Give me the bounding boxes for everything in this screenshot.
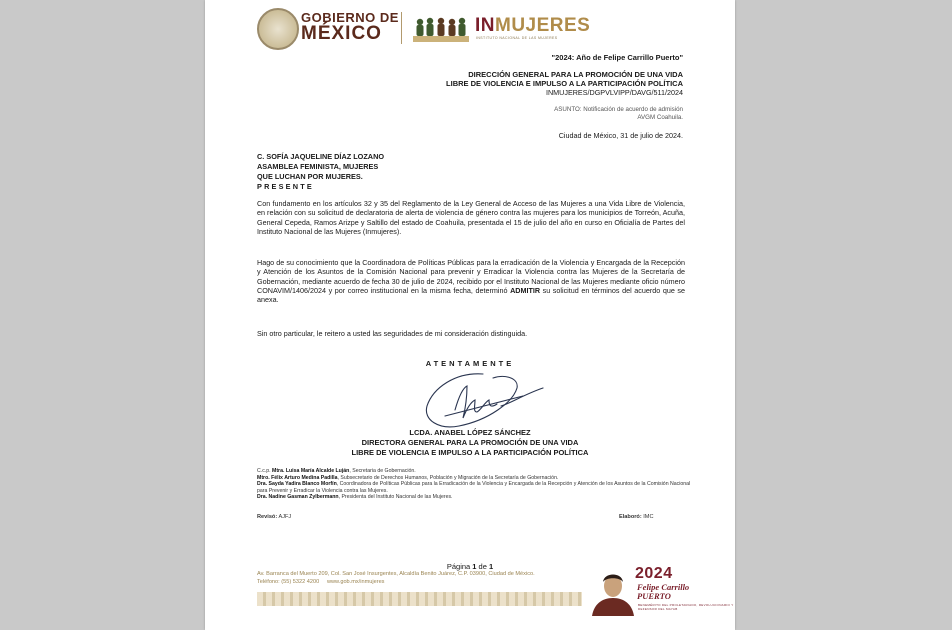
signer-name: LCDA. ANABEL LÓPEZ SÁNCHEZ xyxy=(409,428,531,437)
year-motto: "2024: Año de Felipe Carrillo Puerto" xyxy=(551,53,683,62)
issuing-direction: DIRECCIÓN GENERAL PARA LA PROMOCIÓN DE UNA VIDA LIBRE DE VIOLENCIA E IMPULSO A LA PARTICIPACIÓN POLÍTICA xyxy=(446,70,683,88)
badge-name: Felipe Carrillo PUERTO xyxy=(637,582,690,601)
logo-divider xyxy=(401,12,402,44)
inmujeres-figures-icon xyxy=(413,14,469,42)
inmujeres-subtitle: INSTITUTO NACIONAL DE LAS MUJERES xyxy=(476,36,558,40)
closing-atentamente: ATENTAMENTE xyxy=(425,359,515,368)
body-paragraph-1: Con fundamento en los artículos 32 y 35 del Reglamento de la Ley General de Acceso de las Mujeres a una Vida Libre de Violencia, en relación con su solicitud de declaratoria de alerta de violencia de género contra las mujeres para los municipios de Torreón, Acuña, General Cepeda, Ramos Arizpe y Saltillo del estado de Coahuila, presentada el 15 de julio del año en curso en Oficialía de Partes del Instituto Nacional de las Mujeres (Inmujeres). xyxy=(257,199,685,236)
body-paragraph-2: Hago de su conocimiento que la Coordinadora de Políticas Públicas para la erradicación de la Violencia y Encargada de la Recepción y Atención de los Asuntos de la Comisión Nacional para prevenir y Erradicar la Violencia contra las Mujeres de la Secretaría de Gobernación, mediante acuerdo de fecha 30 de julio de 2024, recibido por el Instituto Nacional de las Mujeres mediante oficio número CONAVIM/1406/2024 y por correo institucional en la misma fecha, determinó ADMITIR su solicitud en términos del acuerdo que se anexa. xyxy=(257,258,685,305)
prepared-by: Elaboró: IMC xyxy=(619,514,654,520)
subject: ASUNTO: Notificación de acuerdo de admisión AVGM Coahuila. xyxy=(554,106,683,121)
letter-date: Ciudad de México, 31 de julio de 2024. xyxy=(558,131,683,140)
badge-subtitle: BENEMÉRITO DEL PROLETARIADO, REVOLUCIONARIO Y DEFENSOR DEL MAYAB xyxy=(638,603,734,611)
footer-address: Av. Barranca del Muerto 209, Col. San José Insurgentes, Alcaldía Benito Juárez, C.P. 03900, Ciudad de México. Teléfono: (55) 5322 4200 www.gob.mx/inmujeres xyxy=(257,571,535,585)
letter-page xyxy=(205,0,735,630)
gobierno-logo-line2: MÉXICO xyxy=(301,23,382,44)
ccp-item: Mtro. Félix Arturo Medina Padilla, Subsecretario de Derechos Humanos, Población y Migración de la Secretaría de Gobernación. xyxy=(257,474,559,481)
gobierno-logo-line1: GOBIERNO DE xyxy=(301,10,399,25)
page-number: Página 1 de 1 xyxy=(446,562,494,571)
badge-year: 2024 xyxy=(635,565,673,582)
ccp-item: C.c.p. Mtra. Luisa María Alcalde Luján, Secretaria de Gobernación. xyxy=(257,468,416,474)
reviewed-by: Revisó: AJFJ xyxy=(257,514,292,520)
mexico-seal-icon xyxy=(257,8,299,50)
decorative-pattern-strip xyxy=(257,592,582,606)
signer-block: LCDA. ANABEL LÓPEZ SÁNCHEZ DIRECTORA GENERAL PARA LA PROMOCIÓN DE UNA VIDA LIBRE DE VIOLENCIA E IMPULSO A LA PARTICIPACIÓN POLÍTICA xyxy=(205,428,735,458)
body-paragraph-3: Sin otro particular, le reitero a usted las seguridades de mi consideración distinguida. xyxy=(257,329,528,338)
ccp-list xyxy=(257,468,697,501)
ccp-item: Dra. Sayda Yadira Blanco Morfín, Coordinadora de Políticas Públicas para la Erradicación de la Violencia y Encargada de la Recepción y Atención de los Asuntos de la Comisión Nacional para Prevenir y Erradicar la Violencia contra las Mujeres. xyxy=(257,481,691,494)
ccp-item: Dra. Nadine Gasman Zylbermann, Presidenta del Instituto Nacional de las Mujeres. xyxy=(257,494,453,501)
recipient-block: C. SOFÍA JAQUELINE DÍAZ LOZANO ASAMBLEA FEMINISTA, MUJERES QUE LUCHAN POR MUJERES. PRESENTE xyxy=(257,152,385,191)
inmujeres-logo: INMUJERES xyxy=(475,15,591,36)
felipe-carrillo-portrait-icon xyxy=(590,566,636,616)
reference-number: INMUJERES/DGPVLVIPP/DAVG/511/2024 xyxy=(545,88,683,97)
